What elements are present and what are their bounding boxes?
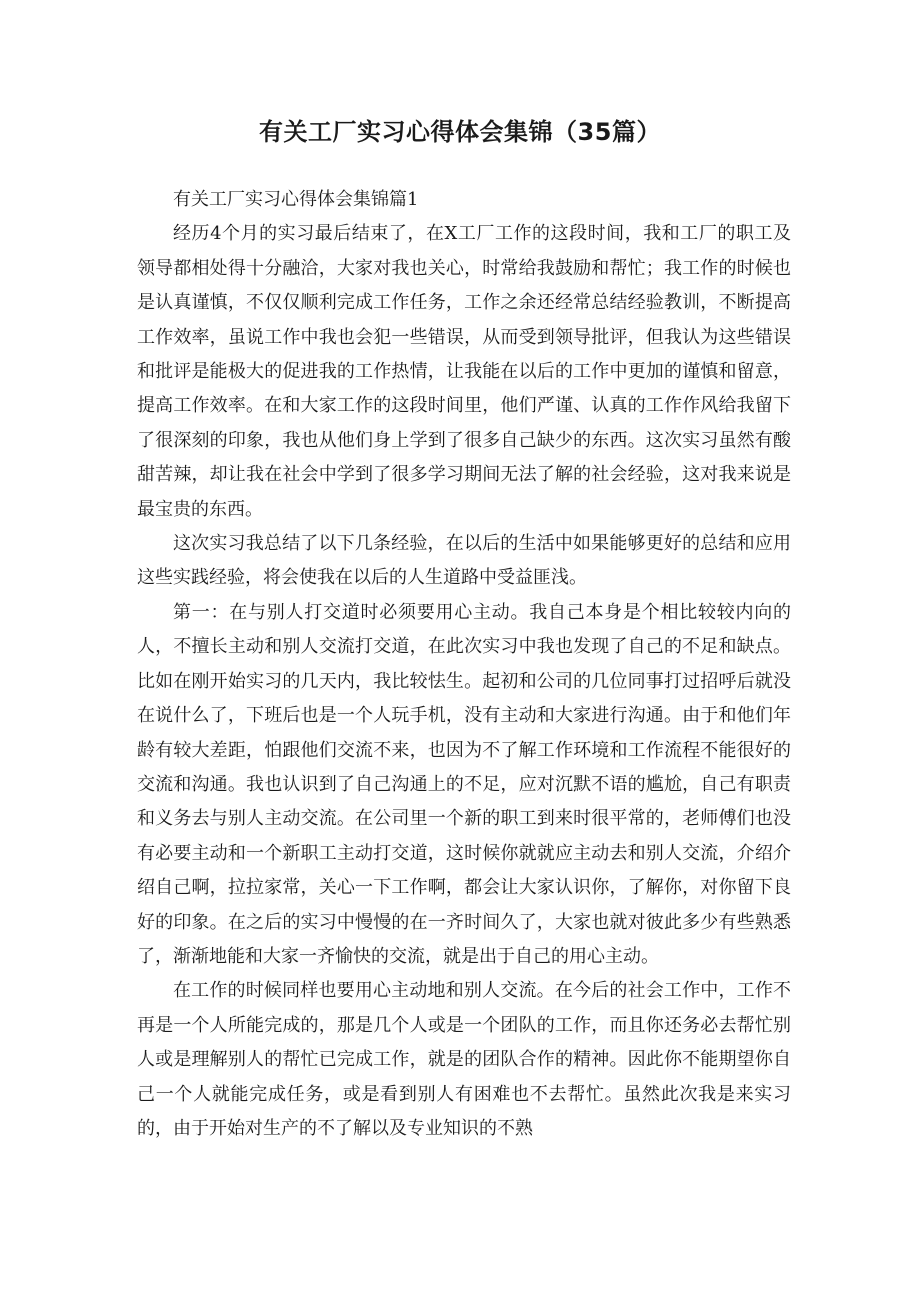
paragraph: 在工作的时候同样也要用心主动地和别人交流。在今后的社会工作中，工作不再是一个人所能完成的，那是几个人或是一个团队的工作，而且你还务必去帮忙别人或是理解别人的帮忙已完成工作，就是的团队合作的精神。因此你不能期望你自己一个人就能完成任务，或是看到别人有困难也不去帮忙。虽然此次我是来实习的，由于开始对生产的不了解以及专业知识的不熟 [137, 980, 791, 1139]
paragraph: 第一：在与别人打交道时必须要用心主动。我自己本身是个相比较较内向的人，不擅长主动和别人交流打交道，在此次实习中我也发现了自己的不足和缺点。比如在刚开始实习的几天内，我比较怯生。起初和公司的几位同事打过招呼后就没在说什么了，下班后也是一个人玩手机，没有主动和大家进行沟通。由于和他们年龄有较大差距，怕跟他们交流不来，也因为不了解工作环境和工作流程不能很好的交流和沟通。我也认识到了自己沟通上的不足，应对沉默不语的尴尬，自己有职责和义务去与别人主动交流。在公司里一个新的职工到来时很平常的，老师傅们也没有必要主动和一个新职工主动打交道，这时候你就就应主动去和别人交流，介绍介绍自己啊，拉拉家常，关心一下工作啊，都会让大家认识你，了解你，对你留下良好的印象。在之后的实习中慢慢的在一齐时间久了，大家也就对彼此多少有些熟悉了，渐渐地能和大家一齐愉快的交流，就是出于自己的用心主动。 [137, 601, 791, 967]
paragraph: 这次实习我总结了以下几条经验，在以后的生活中如果能够更好的总结和应用这些实践经验，将会使我在以后的人生道路中受益匪浅。 [137, 533, 791, 589]
document-body [137, 183, 791, 1146]
paragraph: 经历4个月的实习最后结束了，在X工厂工作的这段时间，我和工厂的职工及领导都相处得十分融洽，大家对我也关心，时常给我鼓励和帮忙；我工作的时候也是认真谨慎，不仅仅顺利完成工作任务，工作之余还经常总结经验教训，不断提高工作效率，虽说工作中我也会犯一些错误，从而受到领导批评，但我认为这些错误和批评是能极大的促进我的工作热情，让我能在以后的工作中更加的谨慎和留意，提高工作效率。在和大家工作的这段时间里，他们严谨、认真的工作作风给我留下了很深刻的印象，我也从他们身上学到了很多自己缺少的东西。这次实习虽然有酸甜苦辣，却让我在社会中学到了很多学习期间无法了解的社会经验，这对我来说是最宝贵的东西。 [137, 223, 791, 520]
document-title: 有关工厂实习心得体会集锦（35篇） [259, 118, 661, 146]
section-heading: 有关工厂实习心得体会集锦篇1 [173, 189, 419, 210]
